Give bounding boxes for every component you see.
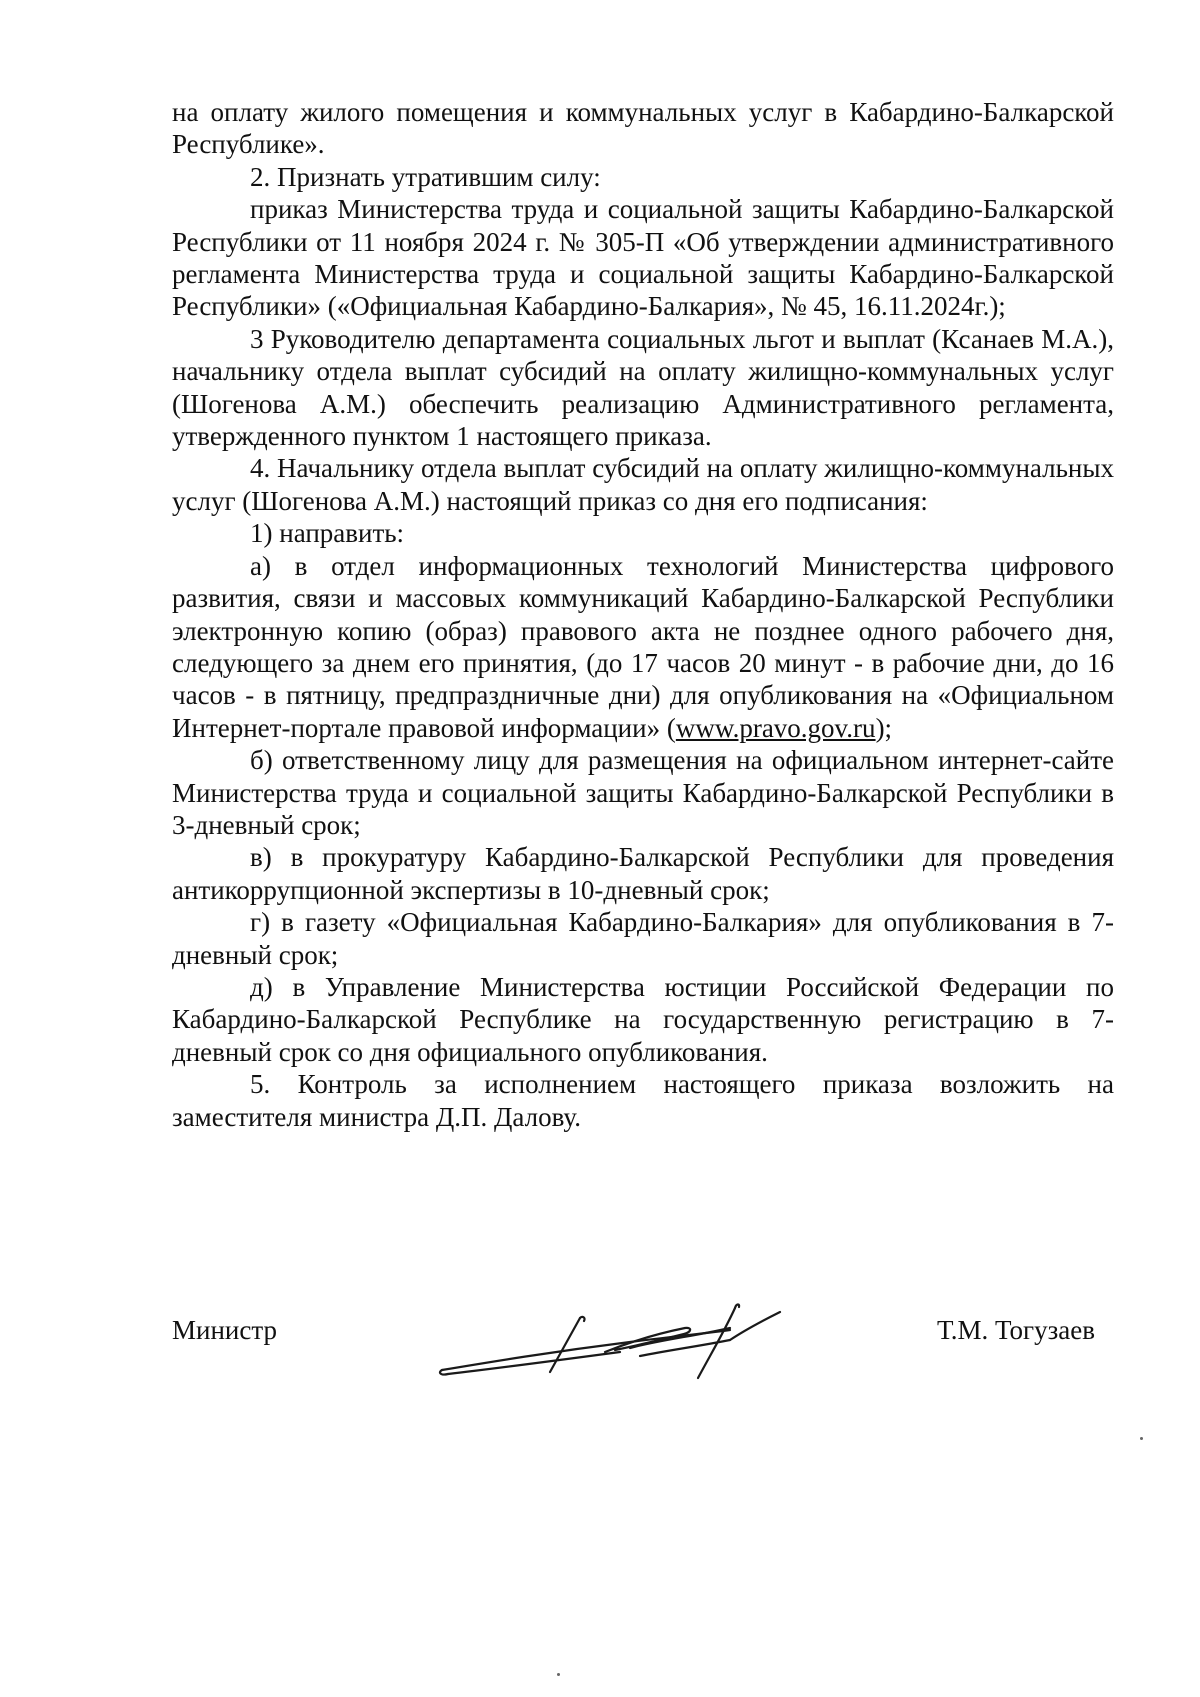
paragraph-4: 4. Начальнику отдела выплат субсидий на оплату жилищно-коммунальных услуг (Шогенова А.М.) настоящий приказ со дня его подписания: bbox=[172, 453, 1114, 516]
link-open: ( bbox=[666, 712, 676, 743]
paragraph-4-a bbox=[172, 550, 1114, 744]
paragraph-4-d: д) в Управление Министерства юстиции Российской Федерации по Кабардино-Балкарской Республике на государственную регистрацию в 7-дневный срок со дня официального опубликования. bbox=[172, 971, 1114, 1067]
handwritten-signature bbox=[430, 1290, 810, 1390]
signatory-name: Т.М. Тогузаев bbox=[937, 1315, 1095, 1345]
paragraph-4-a-text: а) в отдел информационных технологий Министерства цифрового развития, связи и массовых коммуникаций Кабардино-Балкарской Республики электронную копию (образ) правового акта не позднее одного рабочего дня, следующего за днем его принятия, (до 17 часов 20 минут - в рабочие дни, до 16 часов - в пятницу, предпраздничные дни) для опубликования на «Официальном Интернет-портале правовой информации» bbox=[172, 550, 1114, 743]
paragraph-4-1: 1) направить: bbox=[250, 518, 405, 549]
paragraph-4-b: б) ответственному лицу для размещения на официальном интернет-сайте Министерства труда и социальной защиты Кабардино-Балкарской Республики в 3-дневный срок; bbox=[172, 745, 1114, 840]
paragraph-4-v: в) в прокуратуру Кабардино-Балкарской Республики для проведения антикоррупционной экспертизы в 10-дневный срок; bbox=[172, 842, 1114, 905]
paragraph-3: 3 Руководителю департамента социальных льгот и выплат (Ксанаев М.А.), начальнику отдела выплат субсидий на оплату жилищно-коммунальных услуг (Шогенова А.М.) обеспечить реализацию Административного регламента, утвержденного пунктом 1 настоящего приказа. bbox=[172, 323, 1114, 452]
paragraph-4-g: г) в газету «Официальная Кабардино-Балкария» для опубликования в 7-дневный срок; bbox=[172, 907, 1114, 970]
document-body bbox=[172, 96, 1114, 1133]
pravo-link[interactable]: www.pravo.gov.ru bbox=[675, 712, 876, 743]
signatory-title: Министр bbox=[172, 1315, 277, 1345]
paragraph-5: 5. Контроль за исполнением настоящего приказа возложить на заместителя министра Д.П. Далову. bbox=[172, 1069, 1114, 1132]
paragraph-2-heading: 2. Признать утратившим силу: bbox=[250, 161, 601, 192]
scan-speck bbox=[557, 1673, 560, 1676]
paragraph-1-continuation: на оплату жилого помещения и коммунальных услуг в Кабардино-Балкарской Республике». bbox=[172, 97, 1114, 160]
scan-speck bbox=[1140, 1437, 1143, 1440]
link-close: ); bbox=[875, 712, 893, 743]
paragraph-2-repealed-order: приказ Министерства труда и социальной защиты Кабардино-Балкарской Республики от 11 ноября 2024 г. № 305-П «Об утверждении административного регламента Министерства труда и социальной защиты Кабардино-Балкарской Республики» («Официальная Кабардино-Балкария», № 45, 16.11.2024г.); bbox=[172, 194, 1114, 322]
